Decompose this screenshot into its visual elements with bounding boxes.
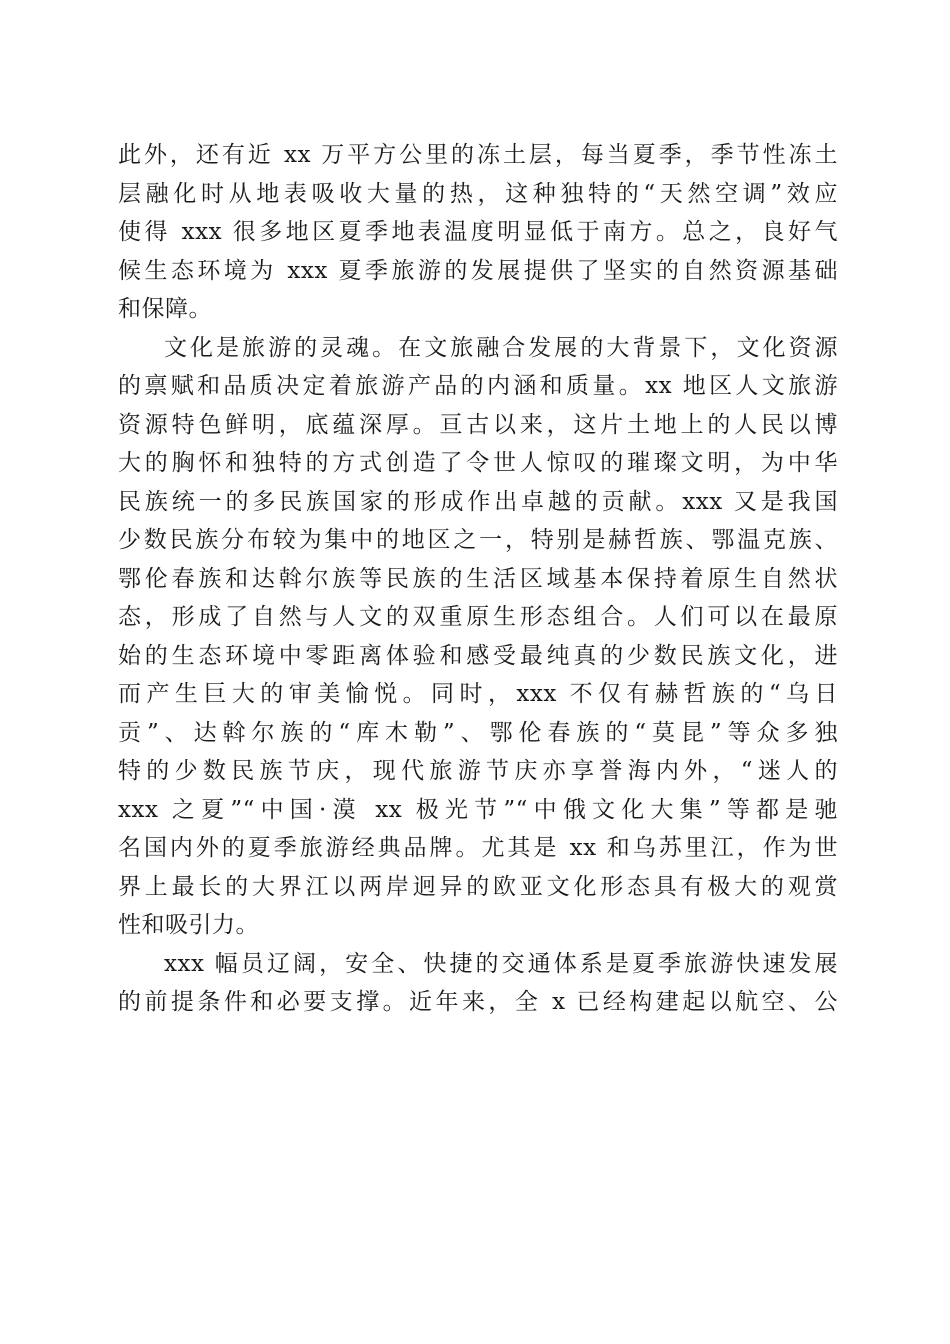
text-line: 大的胸怀和独特的方式创造了令世人惊叹的璀璨文明，为中华 — [118, 450, 838, 476]
text-line: 界上最长的大界江以两岸迥异的欧亚文化形态具有极大的观赏 — [118, 873, 838, 900]
text-line: xxx 幅员辽阔，安全、快捷的交通体系是夏季旅游快速发展 — [164, 950, 838, 977]
body-text — [118, 136, 838, 1022]
text-line: 特的少数民族节庆，现代旅游节庆亦享誉海内外，“迷人的 — [118, 758, 838, 784]
text-line: 始的生态环境中零距离体验和感受最纯真的少数民族文化，进 — [118, 642, 838, 669]
text-line: 的禀赋和品质决定着旅游产品的内涵和质量。xx 地区人文旅游 — [118, 373, 838, 399]
text-line: 名国内外的夏季旅游经典品牌。尤其是 xx 和乌苏里江，作为世 — [118, 835, 838, 861]
text-line: 性和吸引力。 — [118, 912, 259, 938]
paragraph-1 — [118, 136, 838, 329]
text-line: 资源特色鲜明，底蕴深厚。亘古以来，这片土地上的人民以博 — [118, 411, 838, 438]
text-line: 此外，还有近 xx 万平方公里的冻土层，每当夏季，季节性冻土 — [118, 142, 838, 168]
text-line: 民族统一的多民族国家的形成作出卓越的贡献。xxx 又是我国 — [118, 488, 838, 515]
text-line: 鄂伦春族和达斡尔族等民族的生活区域基本保持着原生自然状 — [118, 565, 838, 592]
paragraph-3 — [118, 945, 838, 1022]
text-line: 贡”、达斡尔族的“库木勒”、鄂伦春族的“莫昆”等众多独 — [118, 719, 838, 746]
text-line: 的前提条件和必要支撑。近年来，全 x 已经构建起以航空、公 — [118, 989, 838, 1015]
text-line: xxx 之夏”“中国·漠 xx 极光节”“中俄文化大集”等都是驰 — [118, 796, 838, 823]
text-line: 使得 xxx 很多地区夏季地表温度明显低于南方。总之，良好气 — [118, 219, 838, 245]
text-line: 候生态环境为 xxx 夏季旅游的发展提供了坚实的自然资源基础 — [118, 257, 838, 284]
text-line: 和保障。 — [118, 296, 212, 322]
text-line: 文化是旅游的灵魂。在文旅融合发展的大背景下，文化资源 — [164, 334, 838, 361]
paragraph-2 — [118, 329, 838, 945]
text-line: 少数民族分布较为集中的地区之一，特别是赫哲族、鄂温克族、 — [118, 527, 838, 553]
text-line: 层融化时从地表吸收大量的热，这种独特的“天然空调”效应 — [118, 180, 838, 207]
text-line: 而产生巨大的审美愉悦。同时，xxx 不仅有赫哲族的“乌日 — [118, 681, 838, 707]
text-line: 态，形成了自然与人文的双重原生形态组合。人们可以在最原 — [118, 604, 838, 630]
